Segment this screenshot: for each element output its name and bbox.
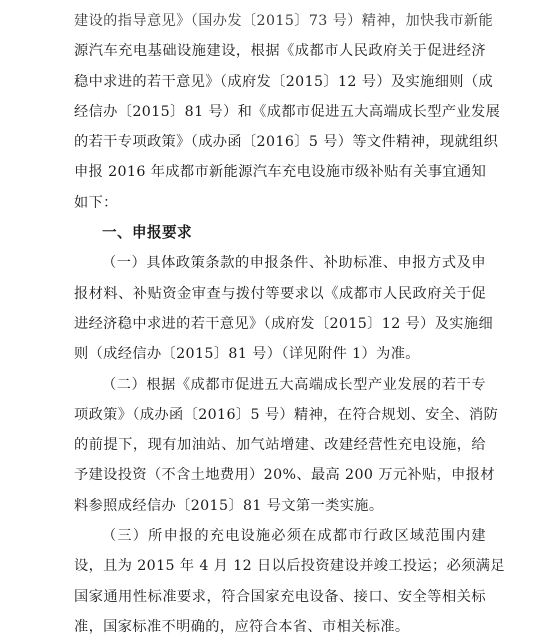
body-line: 申报 2016 年成都市新能源汽车充电设施市级补贴有关事宜通知 xyxy=(74,164,487,181)
paragraph-line: 则（成经信办〔2015〕81 号）（详见附件 1）为准。 xyxy=(74,346,420,363)
body-line: 稳中求进的若干意见》（成府发〔2015〕12 号）及实施细则（成 xyxy=(74,73,494,90)
paragraph-line: （三）所申报的充电设施必须在成都市行政区域范围内建 xyxy=(102,528,486,545)
body-line: 经信办〔2015〕81 号）和《成都市促进五大高端成长型产业发展 xyxy=(74,103,501,120)
paragraph-line: 项政策》（成办函〔2016〕5 号）精神，在符合规划、安全、消防 xyxy=(74,406,499,423)
paragraph-line: （二）根据《成都市促进五大高端成长型产业发展的若干专 xyxy=(102,376,486,393)
paragraph-line: 报材料、补贴资金审查与拨付等要求以《成都市人民政府关于促 xyxy=(74,285,486,302)
body-line: 的若干专项政策》（成办函〔2016〕5 号）等文件精神，现就组织 xyxy=(74,134,499,151)
paragraph-line: 国家通用性标准要求，符合国家充电设备、接口、安全等相关标 xyxy=(74,588,486,605)
body-line: 源汽车充电基础设施建设，根据《成都市人民政府关于促进经济 xyxy=(74,43,486,60)
paragraph-line: 准，国家标准不明确的，应符合本省、市相关标准。 xyxy=(74,618,410,635)
paragraph-line: 进经济稳中求进的若干意见》（成府发〔2015〕12 号）及实施细 xyxy=(74,315,494,332)
body-line: 如下： xyxy=(74,194,118,211)
paragraph-line: 的前提下，现有加油站、加气站增建、改建经营性充电设施，给 xyxy=(74,437,486,454)
paragraph-line: 设，且为 2015 年 4 月 12 日以后投资建设并竣工投运；必须满足 xyxy=(74,558,505,575)
paragraph-line: （一）具体政策条款的申报条件、补助标准、申报方式及申 xyxy=(102,255,486,272)
paragraph-line: 予建设投资（不含土地费用）20%、最高 200 万元补贴，申报材 xyxy=(74,467,495,484)
body-line: 建设的指导意见》（国办发〔2015〕73 号）精神，加快我市新能 xyxy=(74,13,494,29)
paragraph-line: 料参照成经信办〔2015〕81 号文第一类实施。 xyxy=(74,497,384,514)
section-heading: 一、申报要求 xyxy=(102,224,192,242)
